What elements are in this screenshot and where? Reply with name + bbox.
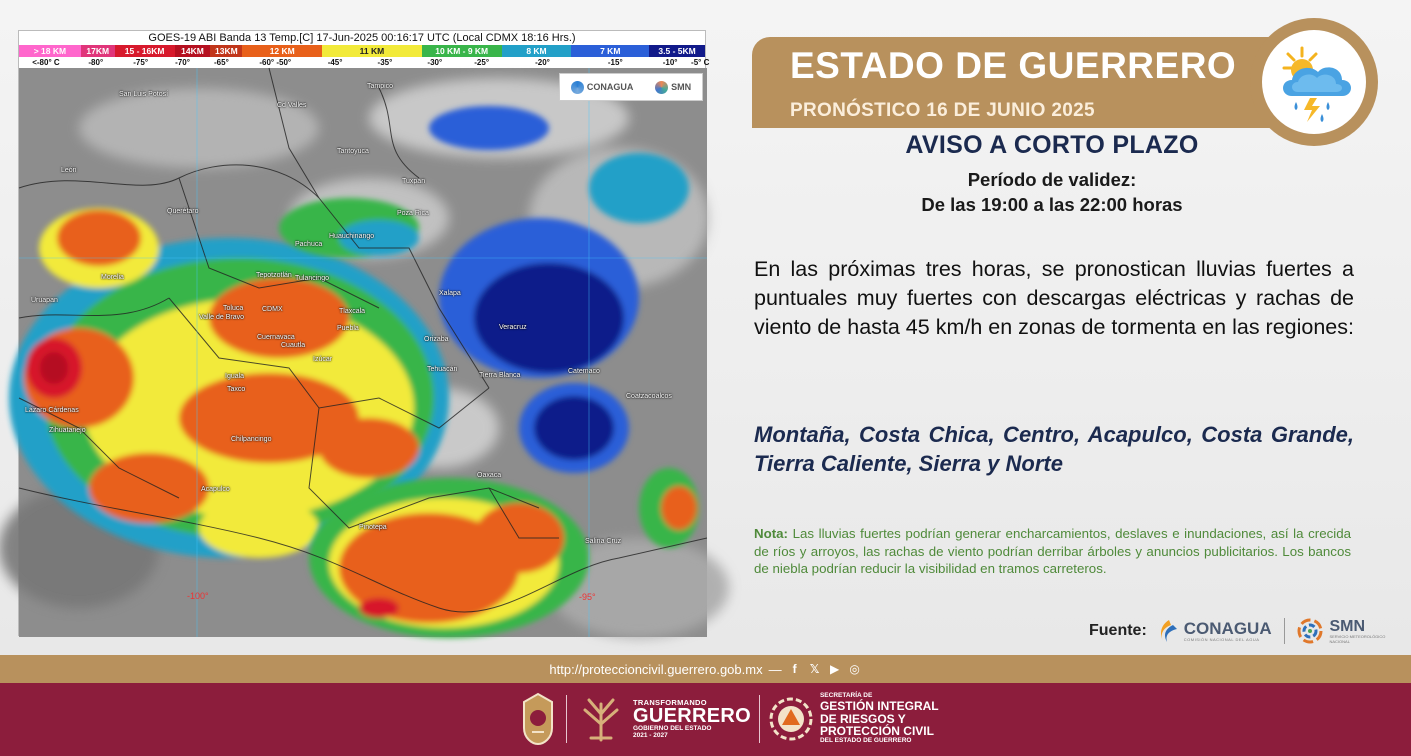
gov-motto: TRANSFORMANDO [633, 697, 707, 707]
conagua-logo [1157, 619, 1272, 643]
website-link[interactable]: http://proteccioncivil.guerrero.gob.mx [549, 661, 763, 677]
storm-cloud-icon [1262, 30, 1366, 134]
map-city-label: Pachuca [295, 241, 323, 248]
map-city-label: San Luis Potosí [119, 91, 169, 98]
satellite-panel [18, 30, 710, 636]
footer-divider-2 [759, 695, 760, 743]
longitude-label-left: -100° [187, 591, 209, 601]
map-city-label: Catemaco [568, 368, 600, 375]
altitude-legend [19, 45, 705, 57]
smn-subtitle: SERVICIO METEOROLÓGICO NACIONAL [1329, 633, 1386, 644]
map-city-label: Xalapa [439, 290, 461, 297]
map-city-label: Iguala [225, 373, 245, 380]
legend-segment: > 18 KM [19, 45, 81, 57]
smn-swirl-icon [1296, 618, 1324, 644]
map-city-label: Chilpancingo [231, 436, 272, 443]
civil-protection-icon [768, 696, 814, 742]
facebook-icon[interactable]: f [792, 662, 797, 676]
legend-segment: 3.5 - 5KM [649, 45, 705, 57]
conagua-subtitle: COMISIÓN NACIONAL DEL AGUA [1183, 636, 1260, 642]
secretariat-line-1: GESTIÓN INTEGRAL [819, 699, 939, 714]
map-city-label: Tulancingo [295, 275, 329, 282]
gov-subtitle: GOBIERNO DEL ESTADO [633, 725, 712, 733]
conagua-logo-icon [571, 81, 584, 94]
map-city-label: CDMX [262, 306, 283, 313]
map-city-label: Taxco [227, 386, 246, 393]
header-banner [752, 37, 1292, 128]
conagua-name: CONAGUA [1183, 618, 1272, 638]
gov-name: GUERRERO [633, 705, 751, 728]
validity-label: Período de validez: [967, 169, 1137, 190]
legend-temperature: -10° [662, 58, 678, 67]
footer-url-band [0, 655, 1411, 683]
legend-temperature: -30° [427, 58, 443, 67]
map-city-label: Querétaro [167, 208, 199, 215]
legend-temperature: -60° -50° [259, 58, 292, 67]
footer-dash: — [768, 661, 782, 677]
satellite-map [19, 68, 707, 637]
legend-temperature: -20° [535, 58, 550, 67]
forecast-body: En las próximas tres horas, se pronostican lluvias fuertes a puntuales muy fuertes con descargas eléctricas y rachas de viento de hasta 45 km/h en zonas de tormenta en las regiones: [754, 257, 1354, 339]
gov-years: 2021 - 2027 [633, 731, 668, 739]
secretariat-bottom: DEL ESTADO DE GUERRERO [819, 736, 912, 744]
map-city-label: Lázaro Cárdenas [25, 407, 79, 414]
secretariat-line-2: DE RIESGOS Y [819, 711, 906, 726]
satellite-smn-label: SMN [671, 82, 692, 92]
map-city-label: Tantoyuca [337, 148, 369, 155]
map-city-label: Oaxaca [477, 472, 502, 479]
legend-segment: 12 KM [242, 45, 322, 57]
legend-temperature: -45° [327, 58, 343, 67]
map-city-label: Tierra Blanca [479, 372, 521, 379]
temperature-legend [19, 57, 710, 68]
satellite-logos [559, 73, 703, 101]
satellite-title: GOES-19 ABI Banda 13 Temp.[C] 17-Jun-2025 00:16:17 UTC (Local CDMX 18:16 Hrs.) [19, 31, 705, 45]
legend-temperature: -80° [88, 58, 104, 67]
source-divider [1284, 618, 1285, 644]
weather-badge [1250, 18, 1378, 146]
smn-logo [1296, 618, 1389, 644]
conagua-wave-icon [1157, 619, 1179, 643]
notice-title: AVISO A CORTO PLAZO [905, 131, 1199, 159]
map-city-label: Tepotzotlán [256, 272, 292, 279]
legend-segment: 11 KM [322, 45, 422, 57]
state-seal-icon [518, 692, 558, 746]
map-city-label: Puebla [337, 325, 359, 332]
legend-temperature: -70° [175, 58, 190, 67]
map-city-label: Orizaba [424, 336, 449, 343]
map-city-label: Uruapan [31, 297, 58, 304]
legend-segment: 7 KM [571, 45, 649, 57]
map-city-label: Acapulco [201, 486, 230, 493]
legend-segment: 17KM [81, 45, 115, 57]
map-city-label: Cuautla [281, 342, 306, 349]
legend-temperature: -15° [607, 58, 623, 67]
note [754, 525, 1351, 578]
legend-temperature: -65° [214, 58, 229, 67]
longitude-label-right: -95° [579, 592, 596, 602]
map-city-label: Salina Cruz [585, 538, 622, 545]
source-section [1089, 614, 1389, 648]
map-city-label: Tampico [367, 83, 394, 90]
x-twitter-icon[interactable]: 𝕏 [809, 662, 820, 676]
map-city-label: Morelia [101, 274, 124, 281]
map-city-label: Cd Valles [277, 102, 307, 109]
satellite-conagua-label: CONAGUA [586, 82, 634, 92]
validity-range: De las 19:00 a las 22:00 horas [921, 194, 1183, 215]
affected-regions: Montaña, Costa Chica, Centro, Acapulco, Costa Grande, Tierra Caliente, Sierra y Norte [754, 422, 1354, 476]
legend-temperature: -5° C [691, 58, 710, 67]
legend-temperature: -35° [377, 58, 393, 67]
youtube-icon[interactable]: ▶ [829, 662, 840, 676]
legend-segment: 14KM [175, 45, 211, 57]
legend-temperature: -25° [474, 58, 490, 67]
map-city-label: Zihuatanejo [49, 427, 86, 434]
forecast-date: PRONÓSTICO 16 DE JUNIO 2025 [790, 100, 1095, 121]
secretariat-top: SECRETARÍA DE [819, 692, 873, 700]
map-city-label: Tlaxcala [339, 308, 366, 315]
secretariat-line-3: PROTECCIÓN CIVIL [819, 724, 934, 739]
source-label: Fuente: [1089, 622, 1147, 639]
map-city-label: Toluca [223, 305, 244, 312]
footer-divider-1 [566, 695, 567, 743]
validity-period [752, 167, 1352, 217]
instagram-icon[interactable]: ◎ [849, 662, 860, 676]
note-label: Nota: [754, 526, 788, 541]
map-city-label: Huauchinango [329, 233, 375, 240]
government-logos [518, 688, 939, 750]
map-city-label: Tuxpan [402, 178, 426, 185]
legend-segment: 13KM [210, 45, 242, 57]
note-text: Las lluvias fuertes podrían generar encharcamientos, deslaves e inundaciones, así la crecida de ríos y arroyos, las rachas de viento podrían derribar árboles y anuncios publicitarios. Los bancos de niebla podrían reducir la visibilidad en tramos carreteros. [754, 526, 1351, 576]
map-city-label: Tehuacán [427, 366, 458, 373]
map-city-label: Izúcar [313, 356, 333, 363]
map-city-label: Cuernavaca [257, 334, 295, 341]
map-city-label: Poza Rica [397, 210, 429, 217]
legend-temperature: -75° [133, 58, 149, 67]
map-city-label: León [61, 167, 77, 174]
guerrero-emblem-icon [575, 694, 627, 744]
legend-segment: 15 - 16KM [115, 45, 175, 57]
map-city-label: Coatzacoalcos [626, 393, 672, 400]
map-city-label: Valle de Bravo [199, 314, 245, 321]
map-city-label: Pinotepa [359, 524, 387, 531]
page-title: ESTADO DE GUERRERO [790, 45, 1237, 86]
map-city-label: Veracruz [499, 324, 527, 331]
legend-segment: 8 KM [502, 45, 572, 57]
legend-temperature: <-80° C [32, 58, 60, 67]
smn-logo-icon [655, 81, 668, 94]
legend-segment: 10 KM - 9 KM [422, 45, 502, 57]
smn-name: SMN [1329, 617, 1366, 635]
